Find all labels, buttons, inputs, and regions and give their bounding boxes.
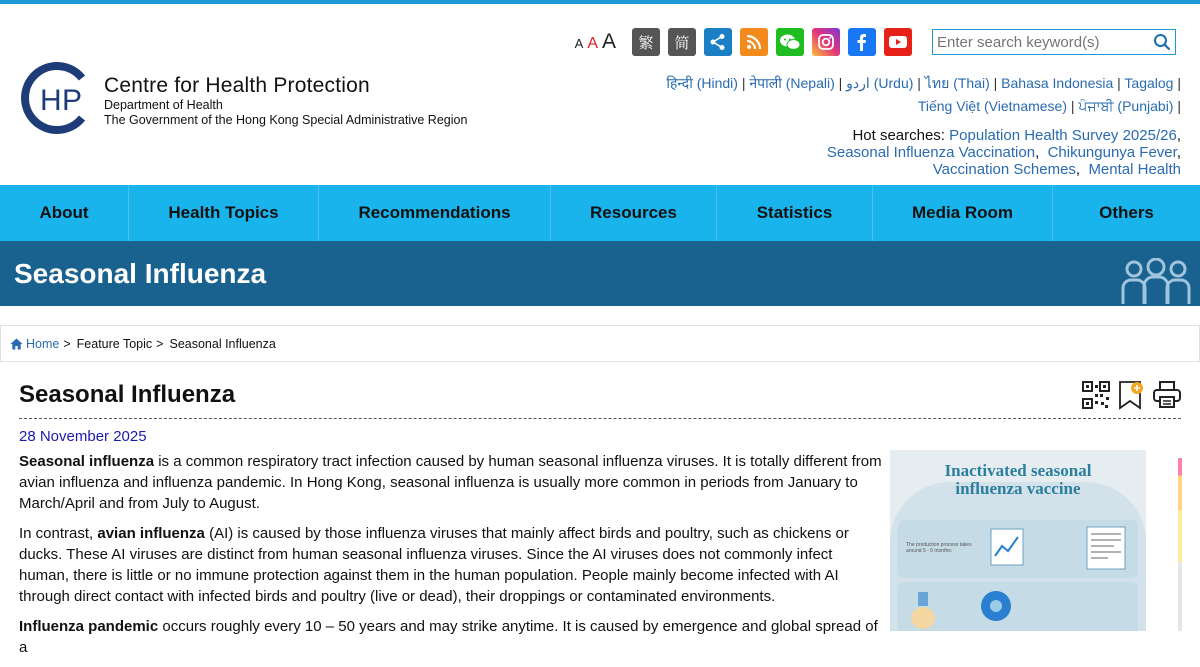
lang-link-indonesian[interactable]: Bahasa Indonesia	[1001, 75, 1114, 91]
font-size-small-button[interactable]: A	[574, 36, 584, 51]
virus-globe-icon	[976, 586, 1016, 630]
traditional-chinese-button[interactable]: 繁	[632, 28, 660, 56]
breadcrumb-separator: >	[156, 336, 164, 351]
publish-date: 28 November 2025	[19, 428, 147, 445]
home-icon[interactable]	[10, 338, 23, 350]
lang-link-nepali[interactable]: नेपाली (Nepali)	[749, 75, 835, 91]
term-avian-influenza: avian influenza	[97, 525, 205, 542]
search-input[interactable]	[933, 31, 1149, 53]
hot-searches: Hot searches: Population Health Survey 2025/26, Seasonal Influenza Vaccination, Chikungunya Fever, Vaccination Schemes, Mental Health	[826, 127, 1181, 178]
infographic-card	[898, 582, 1138, 631]
nav-item-recommendations[interactable]: Recommendations	[319, 185, 551, 241]
term-influenza-pandemic: Influenza pandemic	[19, 618, 159, 635]
infographic-title-line2: influenza vaccine	[955, 479, 1081, 498]
breadcrumb-current: Seasonal Influenza	[169, 336, 276, 351]
nav-item-media-room[interactable]: Media Room	[873, 185, 1053, 241]
term-seasonal-influenza: Seasonal influenza	[19, 453, 155, 470]
org-name: Centre for Health Protection	[104, 74, 370, 97]
hot-searches-label: Hot searches:	[852, 127, 945, 144]
header-tools	[575, 28, 1176, 56]
nav-item-others[interactable]: Others	[1099, 203, 1154, 222]
nav-item-about[interactable]: About	[0, 185, 129, 241]
svg-text:H: H	[40, 84, 62, 117]
lang-link-tagalog[interactable]: Tagalog	[1124, 75, 1174, 91]
paragraph-text: is a common respiratory tract infection caused by human seasonal influenza viruses. It is totally different from avian influenza and influenza pandemic. In Hong Kong, seasonal influenza is usually more common in periods from January to March/April and from July to August.	[19, 453, 882, 512]
lang-link-punjabi[interactable]: ਪੰਜਾਬੀ (Punjabi)	[1078, 98, 1174, 114]
search-box	[932, 29, 1176, 55]
qr-code-icon[interactable]	[1082, 381, 1110, 409]
title-divider	[19, 418, 1181, 419]
print-icon[interactable]	[1152, 381, 1182, 409]
organization-block	[104, 74, 467, 128]
org-dept: Department of Health	[104, 98, 223, 112]
page-tools	[1074, 380, 1182, 410]
bookmark-icon[interactable]	[1118, 380, 1144, 410]
search-icon[interactable]	[1149, 30, 1175, 54]
nav-item-resources[interactable]: Resources	[551, 185, 717, 241]
paragraph-text: (AI) is caused by those influenza viruses that mainly affect birds and poultry, such as chickens or ducks. These AI viruses are distinct from human seasonal influenza viruses. Since the AI viruses does not commonly infect human, there is little or no immune protection against them in the human population. People mainly become infected with AI through direct contact with infected birds and poultry (live or dead), their droppings or contaminated environments.	[19, 525, 849, 605]
infographic-card	[898, 520, 1138, 578]
facebook-icon[interactable]	[848, 28, 876, 56]
paragraph	[19, 451, 883, 514]
banner-title: Seasonal Influenza	[14, 258, 267, 289]
infographic-title-line1: Inactivated seasonal	[944, 461, 1092, 480]
hot-search-link[interactable]: Mental Health	[1088, 161, 1181, 178]
side-scroll-indicator[interactable]	[1178, 458, 1182, 631]
org-govt: The Government of the Hong Kong Special Administrative Region	[104, 113, 468, 127]
vaccine-vial-icon	[906, 588, 940, 630]
article-body	[19, 451, 883, 667]
instagram-icon[interactable]	[812, 28, 840, 56]
page-title: Seasonal Influenza	[19, 381, 236, 408]
language-links: हिन्दी (Hindi) | नेपाली (Nepali) | اردو (Urdu) | ไทย (Thai) | Bahasa Indonesia | Tagalog | Tiếng Việt (Vietnamese) | ਪੰਜਾਬੀ (Punjabi) |	[666, 75, 1181, 114]
main-nav	[0, 185, 1200, 241]
simplified-chinese-button[interactable]: 简	[668, 28, 696, 56]
lang-link-hindi[interactable]: हिन्दी (Hindi)	[666, 75, 738, 91]
paragraph	[19, 616, 883, 658]
breadcrumb-feature-topic[interactable]: Feature Topic	[76, 336, 153, 351]
bulletin-icon	[1086, 526, 1126, 570]
hot-search-link[interactable]: Seasonal Influenza Vaccination	[826, 144, 1036, 161]
infographic-title	[890, 462, 1146, 498]
svg-text:P: P	[62, 84, 83, 117]
hot-search-link[interactable]: Vaccination Schemes	[932, 161, 1076, 178]
font-size-medium-button[interactable]: A	[587, 35, 598, 52]
vaccine-infographic[interactable]	[890, 450, 1146, 631]
lang-link-thai[interactable]: ไทย (Thai)	[924, 75, 990, 91]
share-icon[interactable]	[704, 28, 732, 56]
breadcrumb-separator: >	[63, 336, 71, 351]
paragraph	[19, 523, 883, 607]
chart-document-icon	[990, 528, 1024, 566]
font-size-large-button[interactable]: A	[601, 30, 616, 53]
infographic-caption: The production process takes around 5 - 6 months:	[906, 542, 972, 554]
rss-icon[interactable]	[740, 28, 768, 56]
paragraph-text: In contrast,	[19, 525, 98, 542]
paragraph-text: occurs roughly every 10 – 50 years and may strike anytime. It is caused by emergence and global spread of a	[19, 618, 878, 656]
font-size-controls	[575, 30, 620, 54]
youtube-icon[interactable]	[884, 28, 912, 56]
nav-item-statistics[interactable]: Statistics	[717, 185, 873, 241]
nav-item-health-topics[interactable]: Health Topics	[129, 185, 319, 241]
hot-search-link[interactable]: Chikungunya Fever	[1047, 144, 1177, 161]
lang-link-vietnamese[interactable]: Tiếng Việt (Vietnamese)	[917, 98, 1067, 114]
lang-link-urdu[interactable]: اردو (Urdu)	[846, 75, 914, 91]
breadcrumb	[0, 325, 1200, 362]
people-icon	[1120, 258, 1192, 306]
topic-banner	[0, 241, 1200, 306]
breadcrumb-home-link[interactable]: Home	[26, 336, 60, 351]
wechat-icon[interactable]	[776, 28, 804, 56]
site-header	[0, 4, 1200, 185]
hot-search-link[interactable]: Population Health Survey 2025/26	[949, 127, 1177, 144]
chp-logo[interactable]	[20, 60, 92, 136]
